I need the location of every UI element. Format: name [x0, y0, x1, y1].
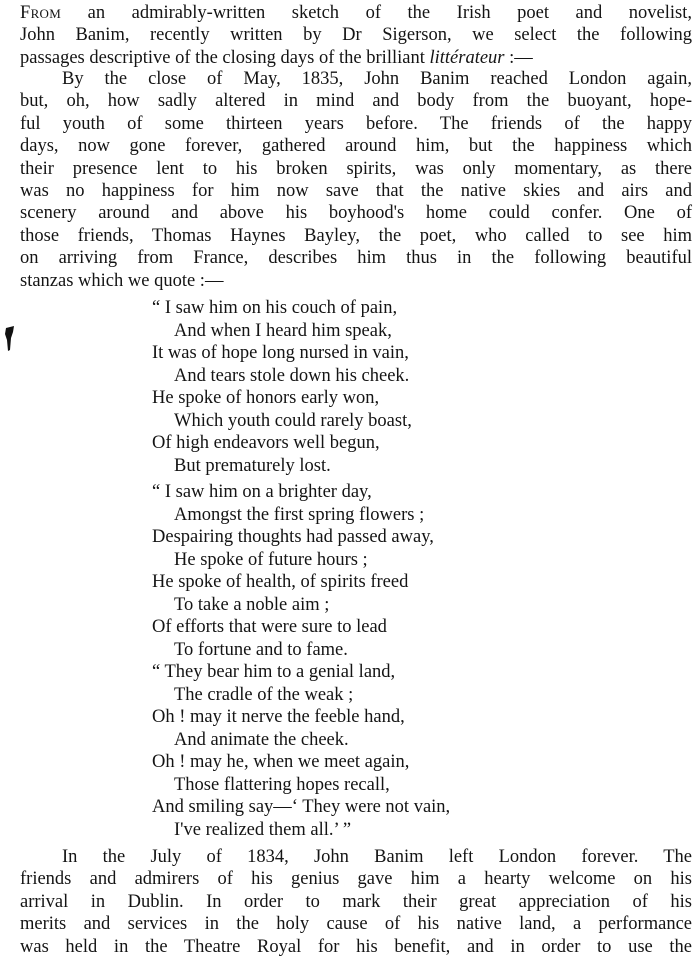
paragraph-line: days, now gone forever, gathered around him, but the happiness which [20, 136, 692, 157]
paragraph-line: merits and services in the holy cause of his native land, a performance [20, 914, 692, 935]
poem-line: Amongst the first spring flowers ; [174, 504, 425, 525]
paragraph-line: was no happiness for him now save that the native skies and airs and [20, 181, 692, 202]
poem-line: And when I heard him speak, [174, 320, 392, 341]
paragraph-line: their presence lent to his broken spirits, was only momentary, as there [20, 158, 692, 179]
poem-line: And smiling say—‘ They were not vain, [152, 797, 451, 817]
paragraph-line: By the close of May, 1835, John Banim reached London again, [62, 69, 692, 89]
poem-line: The cradle of the weak ; [174, 684, 354, 705]
poem-stanza-2 [152, 481, 434, 661]
poem-line: “ I saw him on a brighter day, [152, 482, 372, 502]
intro-line: John Banim, recently written by Dr Sigerson, we select the following [20, 25, 692, 46]
poem-line: “ I saw him on his couch of pain, [152, 298, 398, 318]
body-paragraph-1 [20, 68, 692, 292]
intro-line-text: passages descriptive of the closing days of the brilliant [20, 47, 430, 68]
paragraph-line: friends and admirers of his genius gave him a hearty welcome on his [20, 869, 692, 890]
poem-line: To fortune and to fame. [174, 639, 348, 660]
paragraph-line: on arriving from France, describes him thus in the following beautiful [20, 248, 692, 269]
poem-line: And tears stole down his cheek. [174, 365, 410, 386]
intro-italic-word: littérateur [429, 47, 505, 68]
paragraph-line: ful youth of some thirteen years before. The friends of the happy [20, 113, 692, 134]
poem-line: Oh ! may he, when we meet again, [152, 752, 410, 772]
poem-line: Which youth could rarely boast, [174, 410, 412, 431]
paragraph-line: but, oh, how sadly altered in mind and body from the buoyant, hope- [20, 91, 692, 112]
poem-stanza-1 [152, 297, 412, 477]
poem-line: Oh ! may it nerve the feeble hand, [152, 707, 405, 727]
poem-line: Despairing thoughts had passed away, [152, 527, 434, 547]
paragraph-line: scenery around and above his boyhood's home could confer. One of [20, 203, 692, 224]
poem-line: Of efforts that were sure to lead [152, 617, 387, 637]
poem-stanza-3 [152, 661, 450, 841]
poem-line: And animate the cheek. [174, 729, 349, 750]
intro-line [20, 47, 692, 69]
paragraph-line: stanzas which we quote :— [20, 270, 224, 291]
poem-line: To take a noble aim ; [174, 594, 330, 615]
poem-line: It was of hope long nursed in vain, [152, 343, 409, 363]
paragraph-line: was held in the Theatre Royal for his benefit, and in order to use the [20, 936, 692, 957]
poem-line: But prematurely lost. [174, 455, 331, 476]
poem-line: “ They bear him to a genial land, [152, 662, 396, 682]
poem-line: He spoke of honors early won, [152, 388, 380, 408]
intro-paragraph [20, 2, 692, 69]
paragraph-line: those friends, Thomas Haynes Bayley, the poet, who called to see him [20, 225, 692, 246]
paragraph-line: In the July of 1834, John Banim left London forever. The [62, 847, 692, 867]
poem-line: He spoke of future hours ; [174, 549, 368, 570]
intro-line [20, 2, 692, 24]
intro-line-end: :— [504, 47, 533, 68]
intro-line-text: an admirably-written sketch of the Irish poet and novelist, [61, 3, 692, 23]
poem-line: He spoke of health, of spirits freed [152, 572, 409, 592]
poem-line: Those flattering hopes recall, [174, 774, 390, 795]
ink-blot-mark [5, 326, 15, 352]
poem-line: Of high endeavors well begun, [152, 433, 380, 453]
paragraph-line: arrival in Dublin. In order to mark their great appreciation of his [20, 891, 692, 912]
intro-first-word: From [20, 3, 62, 23]
poem-line: I've realized them all.’ ” [174, 819, 352, 840]
body-paragraph-2 [20, 846, 692, 958]
